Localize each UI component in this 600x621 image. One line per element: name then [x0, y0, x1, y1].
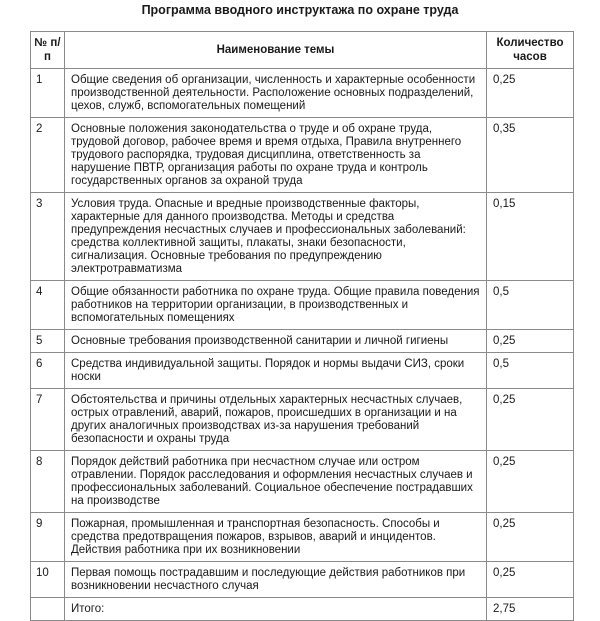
- row-hours: 0,5: [487, 353, 574, 389]
- row-number: 9: [31, 513, 65, 562]
- row-topic: Первая помощь пострадавшим и последующие действия работников при возникновении несчастного случая: [65, 562, 487, 598]
- row-topic: Общие сведения об организации, численность и характерные особенности производственной деятельности. Расположение основных подразделений, цехов, служб, вспомогательных помещений: [65, 69, 487, 118]
- table-row: [31, 513, 574, 562]
- row-topic: Обстоятельства и причины отдельных характерных несчастных случаев, острых отравлений, аварий, пожаров, происшедших в организации и на других аналогичных производствах из-за нарушения требований безопасности и охраны труда: [65, 389, 487, 451]
- row-number: 6: [31, 353, 65, 389]
- row-hours: 0,15: [487, 193, 574, 281]
- row-topic: Основные требования производственной санитарии и личной гигиены: [65, 330, 487, 353]
- document-title: Программа вводного инструктажа по охране труда: [141, 3, 459, 17]
- table-row: [31, 389, 574, 451]
- row-number: 4: [31, 281, 65, 330]
- row-hours: 0,35: [487, 118, 574, 193]
- row-number: 5: [31, 330, 65, 353]
- table-row: [31, 562, 574, 598]
- row-topic: Основные положения законодательства о труде и об охране труда, трудовой договор, рабочее время и время отдыха, Правила внутреннего трудового распорядка, трудовая дисциплина, ответственность за нарушение ПВТР, организация работы по охране труда и контроль государственных органов за охраной труда: [65, 118, 487, 193]
- table-row: [31, 451, 574, 513]
- row-hours: 0,25: [487, 451, 574, 513]
- table-row: [31, 330, 574, 353]
- header-topic: Наименование темы: [65, 32, 487, 69]
- row-number: 2: [31, 118, 65, 193]
- row-number: 8: [31, 451, 65, 513]
- row-hours: 0,25: [487, 330, 574, 353]
- row-topic: Средства индивидуальной защиты. Порядок и нормы выдачи СИЗ, сроки носки: [65, 353, 487, 389]
- instruction-program-table: [30, 31, 574, 621]
- total-row: [31, 598, 574, 621]
- row-hours: 0,5: [487, 281, 574, 330]
- row-hours: 0,25: [487, 562, 574, 598]
- row-topic: Общие обязанности работника по охране труда. Общие правила поведения работников на территории организации, в производственных и вспомогательных помещениях: [65, 281, 487, 330]
- table-row: [31, 193, 574, 281]
- table-row: [31, 69, 574, 118]
- row-hours: 0,25: [487, 513, 574, 562]
- row-topic: Пожарная, промышленная и транспортная безопасность. Способы и средства предотвращения пожаров, взрывов, аварий и инцидентов. Действия работника при их возникновении: [65, 513, 487, 562]
- row-number: 1: [31, 69, 65, 118]
- total-hours: 2,75: [487, 598, 574, 621]
- table-row: [31, 353, 574, 389]
- header-number: № п/п: [31, 32, 65, 69]
- header-hours: Количество часов: [487, 32, 574, 69]
- row-number: 10: [31, 562, 65, 598]
- total-number: [31, 598, 65, 621]
- row-number: 3: [31, 193, 65, 281]
- row-number: 7: [31, 389, 65, 451]
- row-topic: Порядок действий работника при несчастном случае или остром отравлении. Порядок расследования и оформления несчастных случаев и профессиональных заболеваний. Социальное обеспечение пострадавших на производстве: [65, 451, 487, 513]
- row-hours: 0,25: [487, 389, 574, 451]
- total-label: Итого:: [65, 598, 487, 621]
- row-hours: 0,25: [487, 69, 574, 118]
- table-row: [31, 118, 574, 193]
- table-header-row: [31, 32, 574, 69]
- row-topic: Условия труда. Опасные и вредные производственные факторы, характерные для данного производства. Методы и средства предупреждения несчастных случаев и профессиональных заболеваний: средства коллективной защиты, плакаты, знаки безопасности, сигнализация. Основные требования по предупреждению электротравматизма: [65, 193, 487, 281]
- table-row: [31, 281, 574, 330]
